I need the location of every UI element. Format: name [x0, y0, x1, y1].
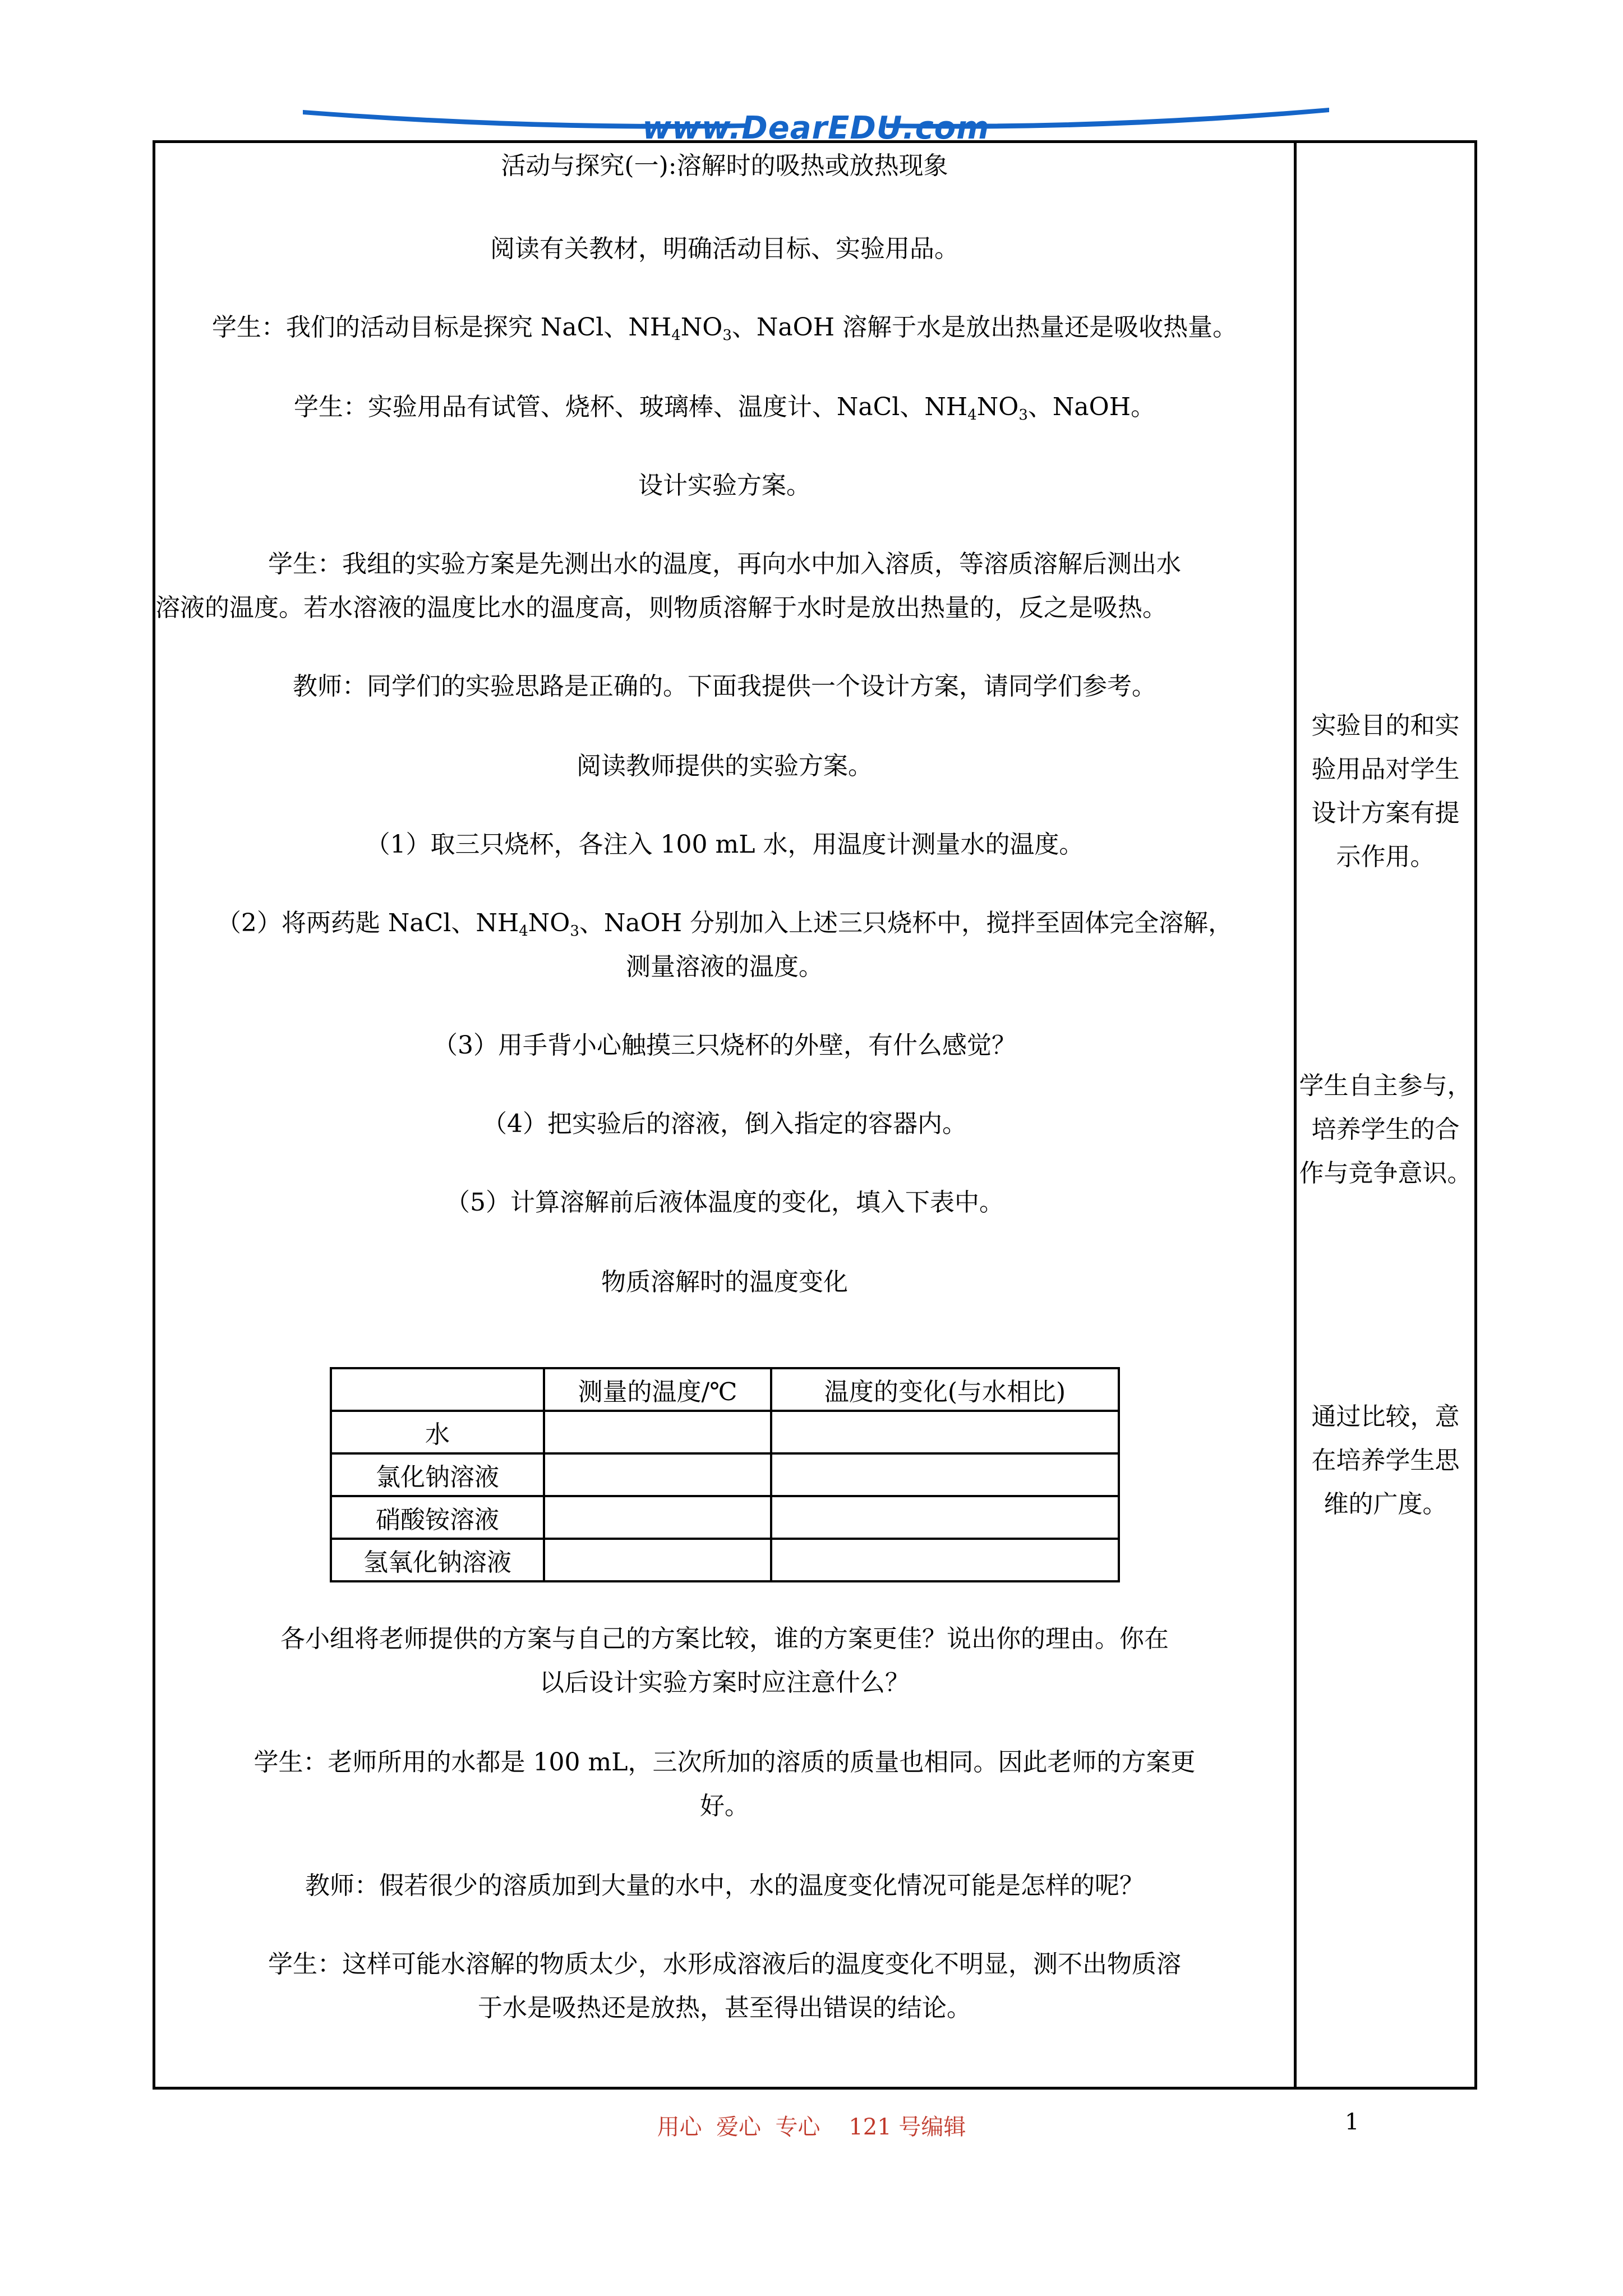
paragraph: 以后设计实验方案时应注意什么？ — [540, 1668, 910, 1697]
table-header-cell: 温度的变化(与水相比) — [771, 1368, 1119, 1411]
table-cell — [544, 1539, 771, 1581]
table-row — [331, 1539, 1119, 1581]
table-cell: 水 — [331, 1411, 544, 1453]
paragraph: 学生：实验用品有试管、烧杯、玻璃棒、温度计、NaCl、$NH_4NO_3$、NaOH。 — [293, 393, 1156, 424]
table-row — [331, 1411, 1119, 1453]
step-item: （3）用手背小心触摸三只烧杯的外壁，有什么感觉？ — [433, 1031, 1016, 1060]
paragraph: 学生：这样可能水溶解的物质太少，水形成溶液后的温度变化不明显，测不出物质溶 — [268, 1950, 1181, 1978]
table-header-cell — [331, 1368, 544, 1411]
note-line: 维的广度。 — [1324, 1490, 1447, 1519]
paragraph: 学生：我组的实验方案是先测出水的温度，再向水中加入溶质，等溶质溶解后测出水 — [268, 550, 1181, 578]
paragraph: 于水是吸热还是放热，甚至得出错误的结论。 — [478, 1994, 971, 2022]
note-block — [1297, 1395, 1474, 1526]
paragraph: 各小组将老师提供的方案与自己的方案比较，谁的方案更佳？说出你的理由。你在 — [280, 1625, 1169, 1653]
note-line: 通过比较，意 — [1311, 1402, 1460, 1431]
page-number: 1 — [1345, 2109, 1359, 2135]
section-title: 活动与探究(一):溶解时的吸热或放热现象 — [501, 151, 948, 180]
step-item: 测量溶液的温度。 — [626, 953, 823, 981]
step-item: （4）把实验后的溶液，倒入指定的容器内。 — [482, 1110, 967, 1138]
table-header-row — [331, 1368, 1119, 1411]
table-cell: 硝酸铵溶液 — [331, 1496, 544, 1539]
table-cell — [544, 1411, 771, 1453]
table-cell — [771, 1539, 1119, 1581]
step-item: （5）计算溶解前后液体温度的变化，填入下表中。 — [445, 1188, 1004, 1217]
paragraph: 设计实验方案。 — [638, 471, 811, 500]
note-line: 示作用。 — [1336, 843, 1435, 871]
paragraph: 学生：我们的活动目标是探究 NaCl、$NH_4NO_3$、NaOH 溶解于水是放出热量还是吸收热量。 — [211, 313, 1238, 344]
paragraph: 好。 — [700, 1792, 749, 1820]
paragraph: 阅读有关教材，明确活动目标、实验用品。 — [490, 234, 959, 263]
site-logo-text: www.DearEDU.com — [642, 110, 990, 146]
table-cell — [771, 1411, 1119, 1453]
table-row — [331, 1453, 1119, 1496]
note-block — [1297, 1064, 1474, 1195]
note-line: 验用品对学生 — [1311, 755, 1460, 784]
footer-text: 用心 爱心 专心 121 号编辑 — [657, 2114, 966, 2140]
table-cell — [544, 1496, 771, 1539]
note-line: 设计方案有提 — [1311, 799, 1460, 827]
paragraph: 教师：同学们的实验思路是正确的。下面我提供一个设计方案，请同学们参考。 — [293, 672, 1156, 701]
paragraph: 学生：老师所用的水都是 100 mL，三次所加的溶质的质量也相同。因此老师的方案更 — [253, 1748, 1196, 1777]
table-cell — [544, 1453, 771, 1496]
table-cell — [771, 1496, 1119, 1539]
paragraph: 溶液的温度。若水溶液的温度比水的温度高，则物质溶解于水时是放出热量的，反之是吸热。 — [155, 593, 1167, 622]
step-item: （2）将两药匙 NaCl、$NH_4NO_3$、NaOH 分别加入上述三只烧杯中，搅拌至固体完全溶解， — [216, 909, 1233, 940]
note-line: 学生自主参与， — [1299, 1071, 1472, 1100]
note-line: 作与竞争意识。 — [1299, 1159, 1472, 1188]
note-block — [1297, 704, 1474, 879]
step-item: （1）取三只烧杯，各注入 100 mL 水，用温度计测量水的温度。 — [365, 830, 1084, 859]
note-line: 在培养学生思 — [1311, 1446, 1460, 1475]
note-line: 实验目的和实 — [1311, 711, 1460, 740]
table-cell: 氢氧化钠溶液 — [331, 1539, 544, 1581]
table-cell: 氯化钠溶液 — [331, 1453, 544, 1496]
table-title: 物质溶解时的温度变化 — [601, 1268, 848, 1296]
temperature-table — [330, 1367, 1120, 1582]
note-line: 培养学生的合 — [1311, 1115, 1460, 1144]
paragraph: 教师：假若很少的溶质加到大量的水中，水的温度变化情况可能是怎样的呢？ — [305, 1871, 1144, 1900]
paragraph: 阅读教师提供的实验方案。 — [577, 752, 873, 780]
table-header-cell: 测量的温度/℃ — [544, 1368, 771, 1411]
table-cell — [771, 1453, 1119, 1496]
table-row — [331, 1496, 1119, 1539]
